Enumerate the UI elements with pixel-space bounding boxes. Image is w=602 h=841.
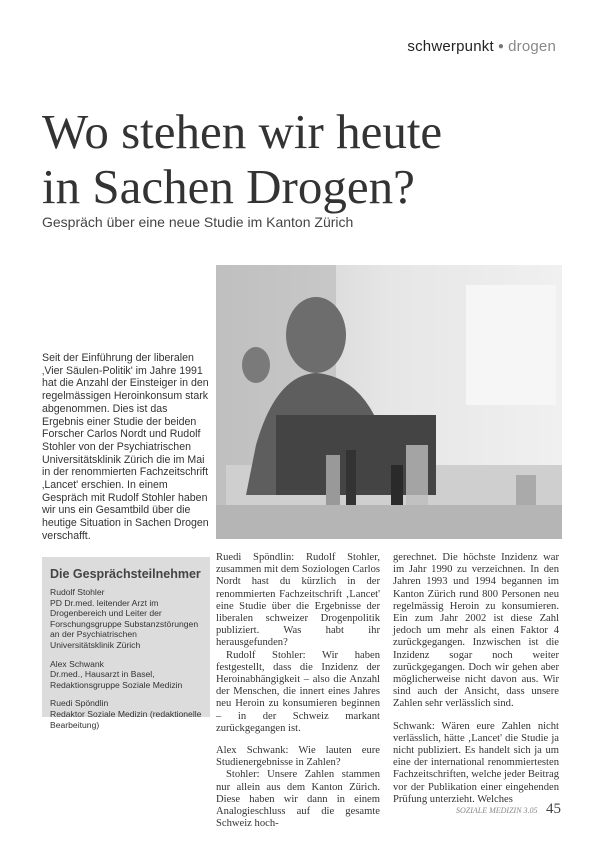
participant-name: Ruedi Spöndlin bbox=[50, 698, 109, 709]
section-header bbox=[407, 38, 556, 55]
body-paragraph: Stohler: Unsere Zahlen stammen nur allein aus dem Kanton Zürich. Diese haben wir dann in einem Analogieschluss auf die gesamte Schweiz hoch- bbox=[216, 769, 380, 830]
article-title bbox=[42, 104, 562, 214]
participant-name: Alex Schwank bbox=[50, 658, 104, 669]
page-footer bbox=[456, 800, 561, 818]
participant-name: Rudolf Stohler bbox=[50, 587, 105, 597]
participants-box bbox=[42, 557, 210, 730]
participants-heading: Die Gesprächsteilnehmer bbox=[50, 567, 201, 581]
interview-photo bbox=[216, 265, 562, 539]
intro-paragraph: Seit der Einführung der liberalen ‚Vier Säulen-Politik' im Jahre 1991 hat die Anzahl der Einsteiger in den regelmässigen Heroinkonsum stark abgenommen. Dies ist das Ergebnis einer Studie der beiden Forscher Carlos Nordt und Rudolf Stohler von der Psychiatrischen Universitätsklinik Zürich die im Mai in der renommierten Fachzeitschrift ‚Lancet' erschien. In einem Gespräch mit Rudolf Stohler haben wir uns ein Gesamtbild über die heutige Situation in Sachen Drogen verschafft. bbox=[42, 352, 209, 542]
participant-desc: Dr.med., Hausarzt in Basel, Redaktionsgruppe Soziale Medizin bbox=[50, 669, 183, 690]
participant-desc: Redaktor Soziale Medizin (redaktionelle Bearbeitung) bbox=[50, 708, 202, 730]
participant-item bbox=[42, 659, 210, 691]
participant-desc: PD Dr.med. leitender Arzt im Drogenbereich und Leiter der Forschungsgruppe Substanzstörungen an der Psychiatrischen Universitätsklinik Zürich bbox=[50, 597, 199, 650]
bullet-dot-icon: ● bbox=[497, 41, 505, 52]
topic-label: drogen bbox=[508, 38, 556, 55]
page-number: 45 bbox=[546, 801, 561, 817]
participant-item bbox=[42, 587, 210, 651]
article-subtitle: Gespräch über eine neue Studie im Kanton Zürich bbox=[42, 214, 354, 230]
body-paragraph: Rudolf Stohler: Wir haben festgestellt, dass die Inzidenz der Heroinabhängigkeit – also die Anzahl der Menschen, die innert eines Jahres neu Heroin zu konsumieren beginnen – in der Schweiz markant zurückgegangen ist. bbox=[216, 649, 380, 734]
body-paragraph: Schwank: Wären eure Zahlen nicht verlässlich, hätte ‚Lancet' die Studie ja nicht publiziert. Es handelt sich ja um eine der international renommiertesten Fachzeitschriften, welche jeder Beitrag vor der Publikation einer eingehenden Prüfung unterzieht. Welches bbox=[393, 720, 559, 805]
body-paragraph: gerechnet. Die höchste Inzidenz war im Jahr 1990 zu verzeichnen. In den Jahren 1993 und 1994 begannen im Kanton Zürich rund 800 Personen neu regelmässig Heroin zu konsumieren. Ein zum Jahr 2002 ist diese Zahl jedoch um mehr als einen Faktor 4 zurückgegangen. Inzwischen ist die Inzidenz sogar noch weiter zurückgegangen. Doch wir gehen aber möglicherweise nicht davon aus. Wir sind auch der Ansicht, dass unsere Zahlen sehr verlässlich sind. bbox=[393, 552, 559, 710]
section-label: schwerpunkt bbox=[407, 38, 494, 55]
participant-item bbox=[42, 698, 210, 730]
title-line-2: in Sachen Drogen? bbox=[42, 159, 415, 214]
title-line-1: Wo stehen wir heute bbox=[42, 104, 443, 159]
body-column-3 bbox=[393, 552, 559, 806]
magazine-name: SOZIALE MEDIZIN 3.05 bbox=[455, 806, 538, 815]
body-paragraph: Ruedi Spöndlin: Rudolf Stohler, zusammen mit dem Soziologen Carlos Nordt hast du kürzlich in der renommierten Fachzeitschrift ‚Lancet' eine Studie über die Ergebnisse der liberalen schweizer Drogenpolitik publiziert. Was habt ihr herausgefunden? bbox=[216, 552, 380, 649]
body-paragraph: Alex Schwank: Wie lauten eure Studienergebnisse in Zahlen? bbox=[216, 745, 380, 769]
body-column-2 bbox=[216, 552, 380, 830]
